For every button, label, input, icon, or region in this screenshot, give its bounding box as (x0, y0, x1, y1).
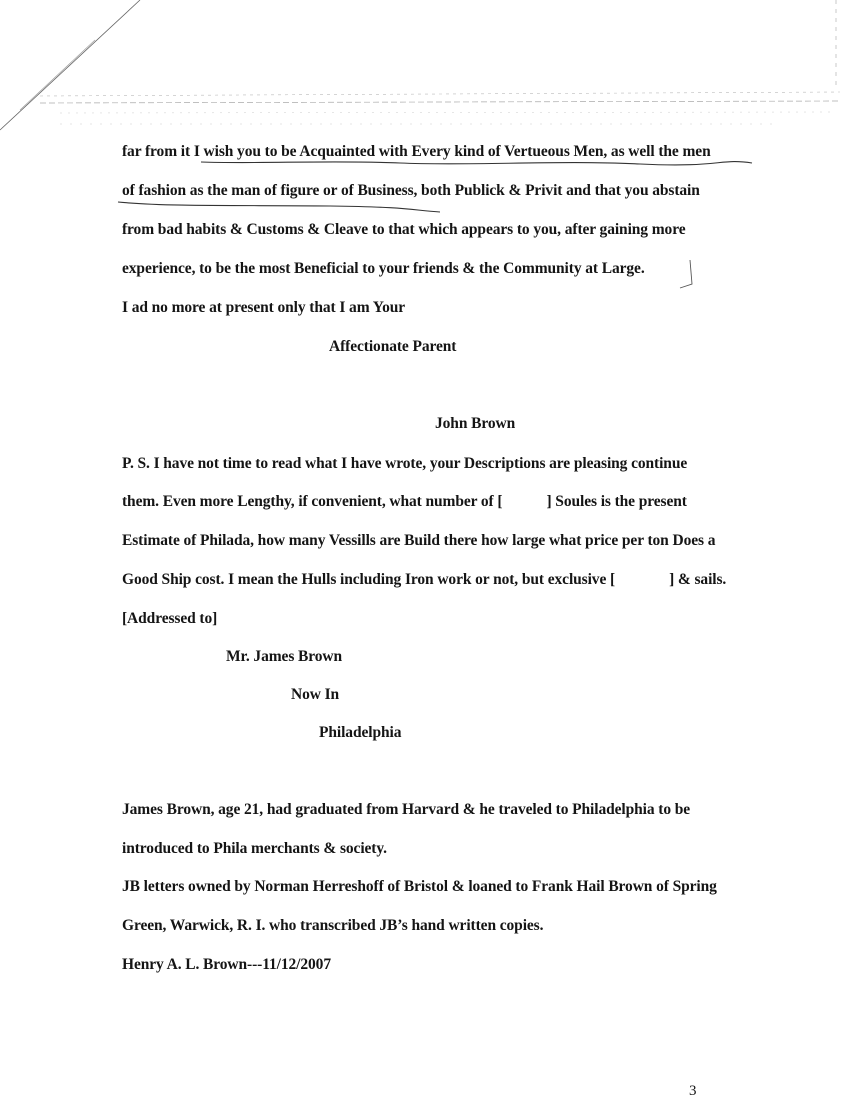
postscript-line-4-start: Good Ship cost. I mean the Hulls including Iron work or not, but exclusive [ (122, 571, 616, 588)
body-line-3: from bad habits & Customs & Cleave to that which appears to you, after gaining more (122, 221, 686, 238)
note-line-4: Green, Warwick, R. I. who transcribed JB’s hand written copies. (122, 917, 544, 934)
note-line-3: JB letters owned by Norman Herreshoff of Bristol & loaned to Frank Hail Brown of Spring (122, 878, 717, 895)
postscript-line-2 (122, 493, 687, 511)
body-line-4: experience, to be the most Beneficial to your friends & the Community at Large. (122, 260, 645, 277)
postscript-line-4 (122, 571, 726, 589)
postscript-line-2-start: them. Even more Lengthy, if convenient, what number of [ (122, 493, 503, 510)
postscript-line-1: P. S. I have not time to read what I have wrote, your Descriptions are pleasing continue (122, 455, 688, 472)
closing: Affectionate Parent (329, 338, 457, 355)
postscript-line-2-end: ] Soules is the present (546, 493, 687, 510)
postscript-line-3: Estimate of Philada, how many Vessills are Build there how large what price per ton Does a (122, 532, 716, 549)
address-note: [Addressed to] (122, 610, 218, 627)
address-name: Mr. James Brown (226, 648, 343, 665)
page-number: 3 (689, 1083, 697, 1099)
address-line-2: Now In (291, 686, 340, 703)
body-line-1: far from it I wish you to be Acquainted with Every kind of Vertueous Men, as well the men (122, 143, 711, 160)
signature: John Brown (435, 415, 516, 432)
body-line-2: of fashion as the man of figure or of Business, both Publick & Privit and that you abstain (122, 182, 700, 199)
postscript-line-4-end: ] & sails. (669, 571, 727, 588)
address-city: Philadelphia (319, 724, 402, 741)
note-line-2: introduced to Phila merchants & society. (122, 840, 387, 857)
note-line-1: James Brown, age 21, had graduated from Harvard & he traveled to Philadelphia to be (122, 801, 691, 818)
scan-artifact-lines (0, 0, 845, 150)
body-line-5: I ad no more at present only that I am Your (122, 299, 406, 316)
note-line-5: Henry A. L. Brown---11/12/2007 (122, 956, 331, 973)
